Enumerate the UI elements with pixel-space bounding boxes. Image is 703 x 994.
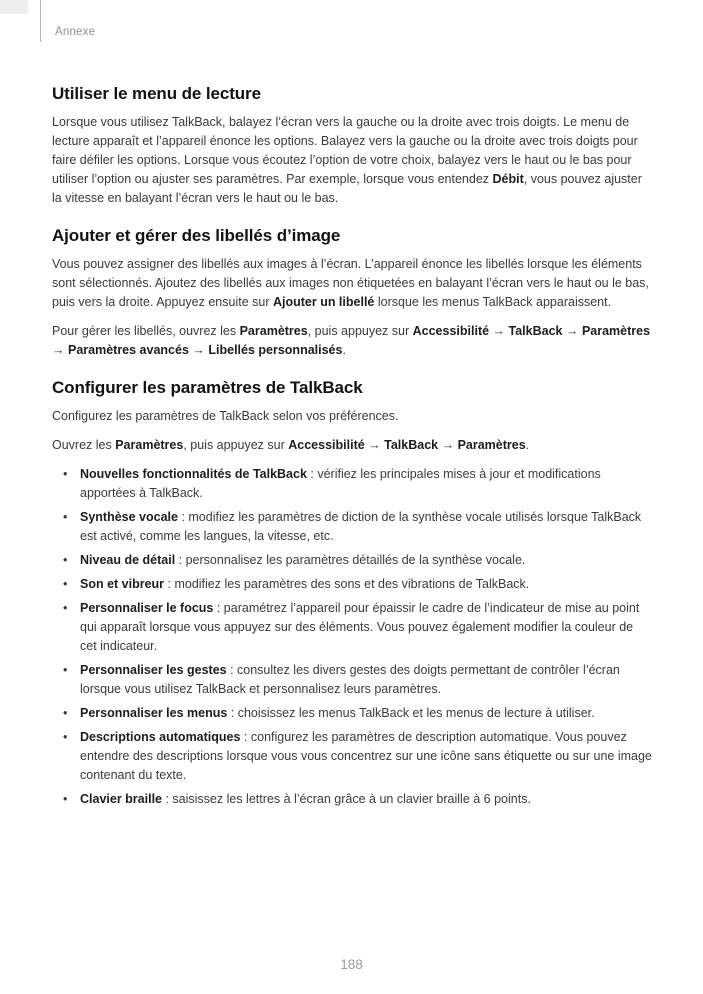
emphasis-text: Accessibilité: [412, 324, 490, 338]
emphasis-text: Libellés personnalisés: [208, 343, 343, 357]
body-text: →: [562, 324, 582, 338]
paragraph: [52, 436, 652, 455]
body-text: : personnalisez les paramètres détaillés de la synthèse vocale.: [175, 553, 526, 567]
document-body: [52, 84, 652, 819]
bullet-list: [52, 465, 652, 809]
emphasis-text: Accessibilité: [288, 438, 365, 452]
bullet-marker-icon: •: [63, 792, 68, 806]
body-text: : modifiez les paramètres des sons et des vibrations de TalkBack.: [164, 577, 530, 591]
body-text: : paramétrez l’appareil pour épaissir le cadre de l’indicateur de mise au point qui apparaît lorsque vous appuyez sur des éléments. Vous pouvez également modifier la couleur de cet indicateur.: [80, 601, 640, 653]
body-text: →: [489, 324, 509, 338]
document-section: [52, 84, 652, 208]
bullet-marker-icon: •: [63, 663, 68, 677]
bullet-item: [52, 790, 652, 809]
emphasis-text: Descriptions automatiques: [80, 730, 241, 744]
bullet-marker-icon: •: [63, 467, 68, 481]
body-text: Vous pouvez assigner des libellés aux images à l’écran. L’appareil énonce les libellés lorsque les éléments sont sélectionnés. Ajoutez des libellés aux images non étiquetées en balayant l’écran vers le haut ou le bas, puis vers la droite. Appuyez ensuite sur: [52, 257, 649, 309]
body-text: : modifiez les paramètres de diction de la synthèse vocale utilisés lorsque TalkBack est activé, comme les langues, la vitesse, etc.: [80, 510, 642, 543]
page-number: 188: [340, 957, 363, 972]
emphasis-text: Paramètres: [239, 324, 308, 338]
bullet-marker-icon: •: [63, 601, 68, 615]
body-text: →: [438, 438, 458, 452]
paragraph: [52, 322, 652, 360]
emphasis-text: Niveau de détail: [80, 553, 176, 567]
body-text: Ouvrez les: [52, 438, 116, 452]
emphasis-text: TalkBack: [384, 438, 439, 452]
emphasis-text: Paramètres: [581, 324, 651, 338]
emphasis-text: Paramètres: [115, 438, 184, 452]
emphasis-text: Synthèse vocale: [80, 510, 178, 524]
paragraph: [52, 407, 652, 426]
document-section: [52, 378, 652, 809]
page-corner-artifact: [0, 0, 28, 14]
bullet-marker-icon: •: [63, 577, 68, 591]
body-text: .: [342, 343, 346, 357]
section-title: Utiliser le menu de lecture: [52, 84, 261, 103]
bullet-item: [52, 551, 652, 570]
bullet-marker-icon: •: [63, 553, 68, 567]
section-title: Configurer les paramètres de TalkBack: [52, 378, 363, 397]
emphasis-text: Débit: [492, 172, 524, 186]
bullet-marker-icon: •: [63, 706, 68, 720]
body-text: : consultez les divers gestes des doigts permettant de contrôler l’écran lorsque vous utilisez TalkBack et personnalisez leurs paramètres.: [80, 663, 620, 696]
emphasis-text: Ajouter un libellé: [272, 295, 375, 309]
emphasis-text: Personnaliser le focus: [80, 601, 214, 615]
body-text: .: [525, 438, 530, 452]
emphasis-text: TalkBack: [508, 324, 563, 338]
header-rule: [40, 0, 41, 42]
body-text: : vérifiez les principales mises à jour et modifications apportées à TalkBack.: [80, 467, 601, 500]
paragraph: [52, 113, 652, 208]
emphasis-text: Nouvelles fonctionnalités de TalkBack: [80, 467, 307, 481]
bullet-item: [52, 575, 652, 594]
body-text: : choisissez les menus TalkBack et les menus de lecture à utiliser.: [227, 706, 595, 720]
paragraph: [52, 255, 652, 312]
emphasis-text: Son et vibreur: [80, 577, 165, 591]
emphasis-text: Paramètres avancés: [67, 343, 189, 357]
section-title: Ajouter et gérer des libellés d’image: [52, 226, 341, 245]
body-text: →: [188, 343, 209, 357]
body-text: Pour gérer les libellés, ouvrez les: [52, 324, 240, 338]
emphasis-text: Paramètres: [457, 438, 526, 452]
body-text: , puis appuyez sur: [183, 438, 289, 452]
body-text: Lorsque vous utilisez TalkBack, balayez l’écran vers la gauche ou la droite avec trois doigts. Le menu de lecture apparaît et l’appareil énonce les options. Balayez vers la gauche ou la droite avec trois doigts pour faire défiler les options. Lorsque vous écoutez l’option de votre choix, balayez vers le haut ou le bas pour utiliser l’option ou ajuster ses paramètres. Par exemple, lorsque vous entendez: [52, 115, 638, 186]
bullet-item: [52, 599, 652, 656]
body-text: : configurez les paramètres de description automatique. Vous pouvez entendre des descriptions lorsque vous vous concentrez sur une icône sans étiquette ou sur une image contenant du texte.: [80, 730, 652, 782]
running-header: Annexe: [55, 26, 96, 38]
body-text: : saisissez les lettres à l’écran grâce à un clavier braille à 6 points.: [162, 792, 531, 806]
bullet-marker-icon: •: [63, 510, 68, 524]
emphasis-text: Clavier braille: [80, 792, 162, 806]
bullet-item: [52, 465, 652, 503]
emphasis-text: Personnaliser les menus: [80, 706, 228, 720]
body-text: →: [364, 438, 385, 452]
bullet-marker-icon: •: [63, 730, 68, 744]
emphasis-text: Personnaliser les gestes: [80, 663, 227, 677]
body-text: , vous pouvez ajuster la vitesse en balayant l’écran vers le haut ou le bas.: [52, 172, 642, 205]
body-text: Configurez les paramètres de TalkBack selon vos préférences.: [52, 409, 399, 423]
document-section: [52, 226, 652, 360]
body-text: , puis appuyez sur: [307, 324, 413, 338]
body-text: lorsque les menus TalkBack apparaissent.: [374, 295, 612, 309]
bullet-item: [52, 661, 652, 699]
bullet-item: [52, 704, 652, 723]
bullet-item: [52, 728, 652, 785]
bullet-item: [52, 508, 652, 546]
body-text: →: [52, 343, 68, 357]
